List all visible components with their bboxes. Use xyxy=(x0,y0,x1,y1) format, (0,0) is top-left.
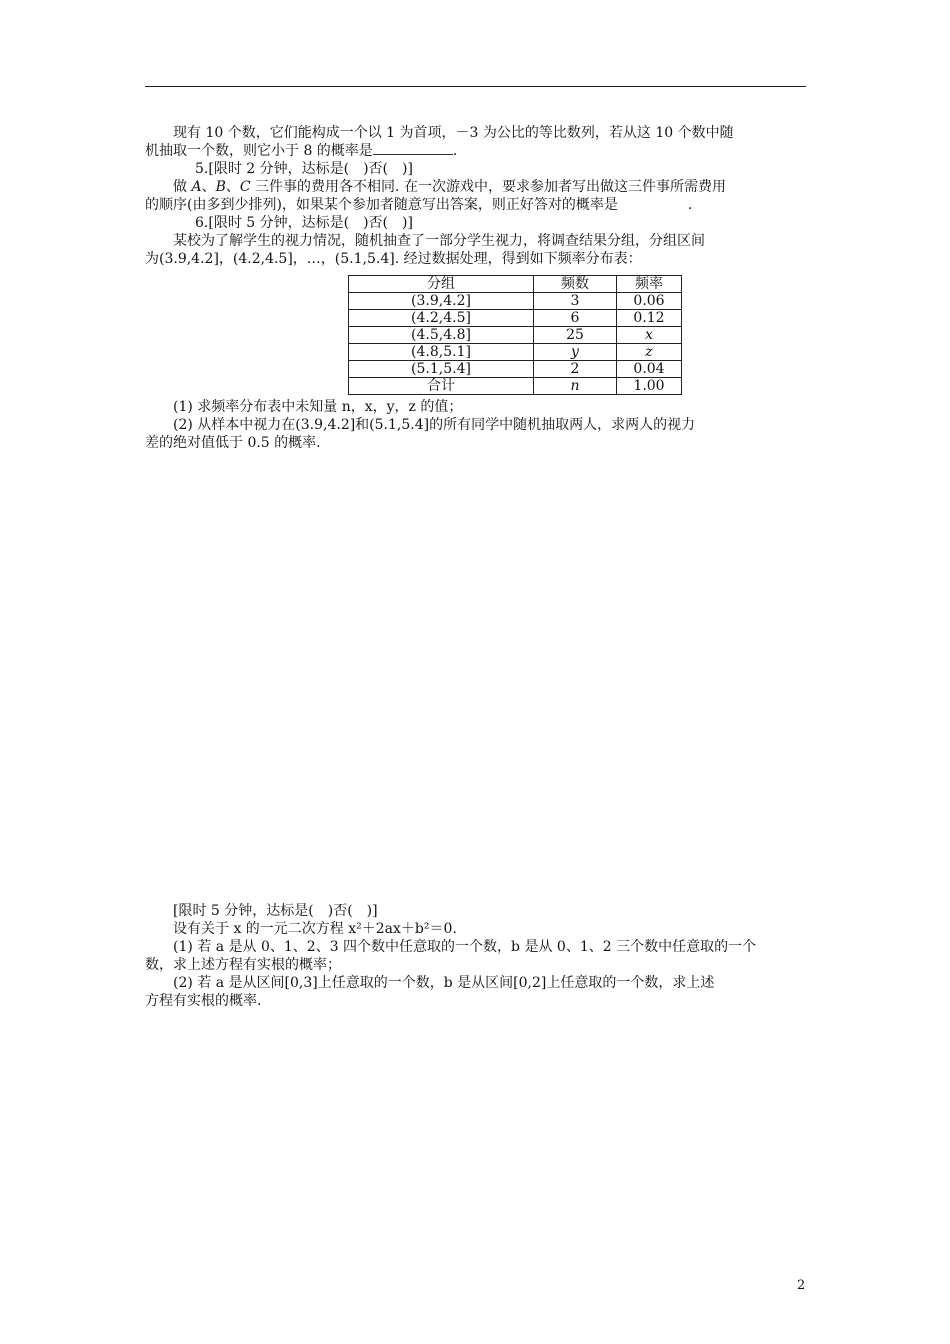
frequency-distribution-table xyxy=(348,275,682,395)
table-cell-freq: 0.04 xyxy=(617,361,682,378)
table-cell-group: (4.8,5.1] xyxy=(349,344,534,361)
q5-header: 5.[限时 2 分钟，达标是( )否( )] xyxy=(195,161,413,177)
q5-var-c: C xyxy=(239,179,251,195)
q5-var-a: A xyxy=(191,179,202,195)
table-cell-group: (4.5,4.8] xyxy=(349,327,534,344)
page-number: 2 xyxy=(797,1278,806,1293)
q6-sub-1: (1) 求频率分布表中未知量 n，x，y，z 的值； xyxy=(173,399,463,415)
table-cell-count xyxy=(534,378,617,395)
q7-sub-1-line-1: (1) 若 a 是从 0、1、2、3 四个数中任意取的一个数，b 是从 0、1、2 三个数中任意取的一个 xyxy=(173,939,757,955)
table-row xyxy=(349,361,682,378)
q7-header: [限时 5 分钟，达标是( )否( )] xyxy=(173,903,378,919)
q5-sep-2: 、 xyxy=(225,179,240,195)
table-row xyxy=(349,293,682,310)
q6-sub-2-line-1: (2) 从样本中视力在(3.9,4.2]和(5.1,5.4]的所有同学中随机抽取两人，求两人的视力 xyxy=(173,417,696,433)
table-cell-freq: 0.06 xyxy=(617,293,682,310)
table-header-cell: 频数 xyxy=(534,276,617,293)
table-var-x: x xyxy=(645,327,653,343)
q5-line-1 xyxy=(145,178,806,196)
q6-sub-2-line-2: 差的绝对值低于 0.5 的概率. xyxy=(145,435,321,451)
table-var-z: z xyxy=(645,344,653,360)
q4-line-1: 现有 10 个数，它们能构成一个以 1 为首项，－3 为公比的等比数列，若从这 10 个数中随 xyxy=(173,125,734,141)
table-header-cell: 分组 xyxy=(349,276,534,293)
table-cell-count: 25 xyxy=(534,327,617,344)
q5-sep-1: 、 xyxy=(201,179,216,195)
question-6-text xyxy=(145,214,806,268)
q5-line-1-pre: 做 xyxy=(173,179,192,195)
table-cell-freq xyxy=(617,327,682,344)
q7-sub-2-line-1: (2) 若 a 是从区间[0,3]上任意取的一个数，b 是从区间[0,2]上任意取的一个数，求上述 xyxy=(173,975,715,991)
table-cell-count: 2 xyxy=(534,361,617,378)
q5-line-2 xyxy=(145,196,806,214)
table-cell-freq xyxy=(617,344,682,361)
q4-line-2-end: . xyxy=(452,143,458,159)
question-4-text xyxy=(145,124,806,160)
q7-sub-2-line-2: 方程有实根的概率. xyxy=(145,993,262,1009)
q6-line-1: 某校为了解学生的视力情况，随机抽查了一部分学生视力，将调查结果分组，分组区间 xyxy=(173,233,705,249)
question-6-subparts xyxy=(145,398,806,452)
question-5-text xyxy=(145,160,806,214)
q4-line-2-text: 机抽取一个数，则它小于 8 的概率是 xyxy=(145,143,373,159)
q5-line-2-text: 的顺序(由多到少排列)，如果某个参加者随意写出答案，则正好答对的概率是 xyxy=(145,197,618,213)
q4-line-2 xyxy=(145,142,806,160)
table-var-y: y xyxy=(571,344,579,360)
q7-sub-1-line-2: 数，求上述方程有实根的概率； xyxy=(145,957,341,973)
table-header-cell: 频率 xyxy=(617,276,682,293)
table-row xyxy=(349,327,682,344)
table-row xyxy=(349,344,682,361)
q6-header: 6.[限时 5 分钟，达标是( )否( )] xyxy=(195,215,413,231)
table-row xyxy=(349,310,682,327)
table-cell-count xyxy=(534,344,617,361)
q5-line-2-end: . xyxy=(687,197,693,213)
q5-line-1-post: 三件事的费用各不相同. 在一次游戏中，要求参加者写出做这三件事所需费用 xyxy=(250,179,726,195)
q6-line-2: 为(3.9,4.2]，(4.2,4.5]，…，(5.1,5.4]. 经过数据处理，得到如下频率分布表： xyxy=(145,251,642,267)
table-var-n: n xyxy=(570,378,580,394)
q4-answer-blank[interactable] xyxy=(373,142,453,155)
question-7-text xyxy=(145,902,806,1010)
header-rule xyxy=(145,86,806,87)
table-cell-count: 3 xyxy=(534,293,617,310)
table-header-row xyxy=(349,276,682,293)
table-cell-group: (5.1,5.4] xyxy=(349,361,534,378)
table-cell-count: 6 xyxy=(534,310,617,327)
q5-var-b: B xyxy=(215,179,226,195)
table-cell-group: (3.9,4.2] xyxy=(349,293,534,310)
table-cell-group: (4.2,4.5] xyxy=(349,310,534,327)
table-cell-freq: 0.12 xyxy=(617,310,682,327)
table-cell-freq: 1.00 xyxy=(617,378,682,395)
q7-intro: 设有关于 x 的一元二次方程 x²＋2ax＋b²＝0. xyxy=(173,921,457,937)
table-cell-group: 合计 xyxy=(349,378,534,395)
table-total-row xyxy=(349,378,682,395)
